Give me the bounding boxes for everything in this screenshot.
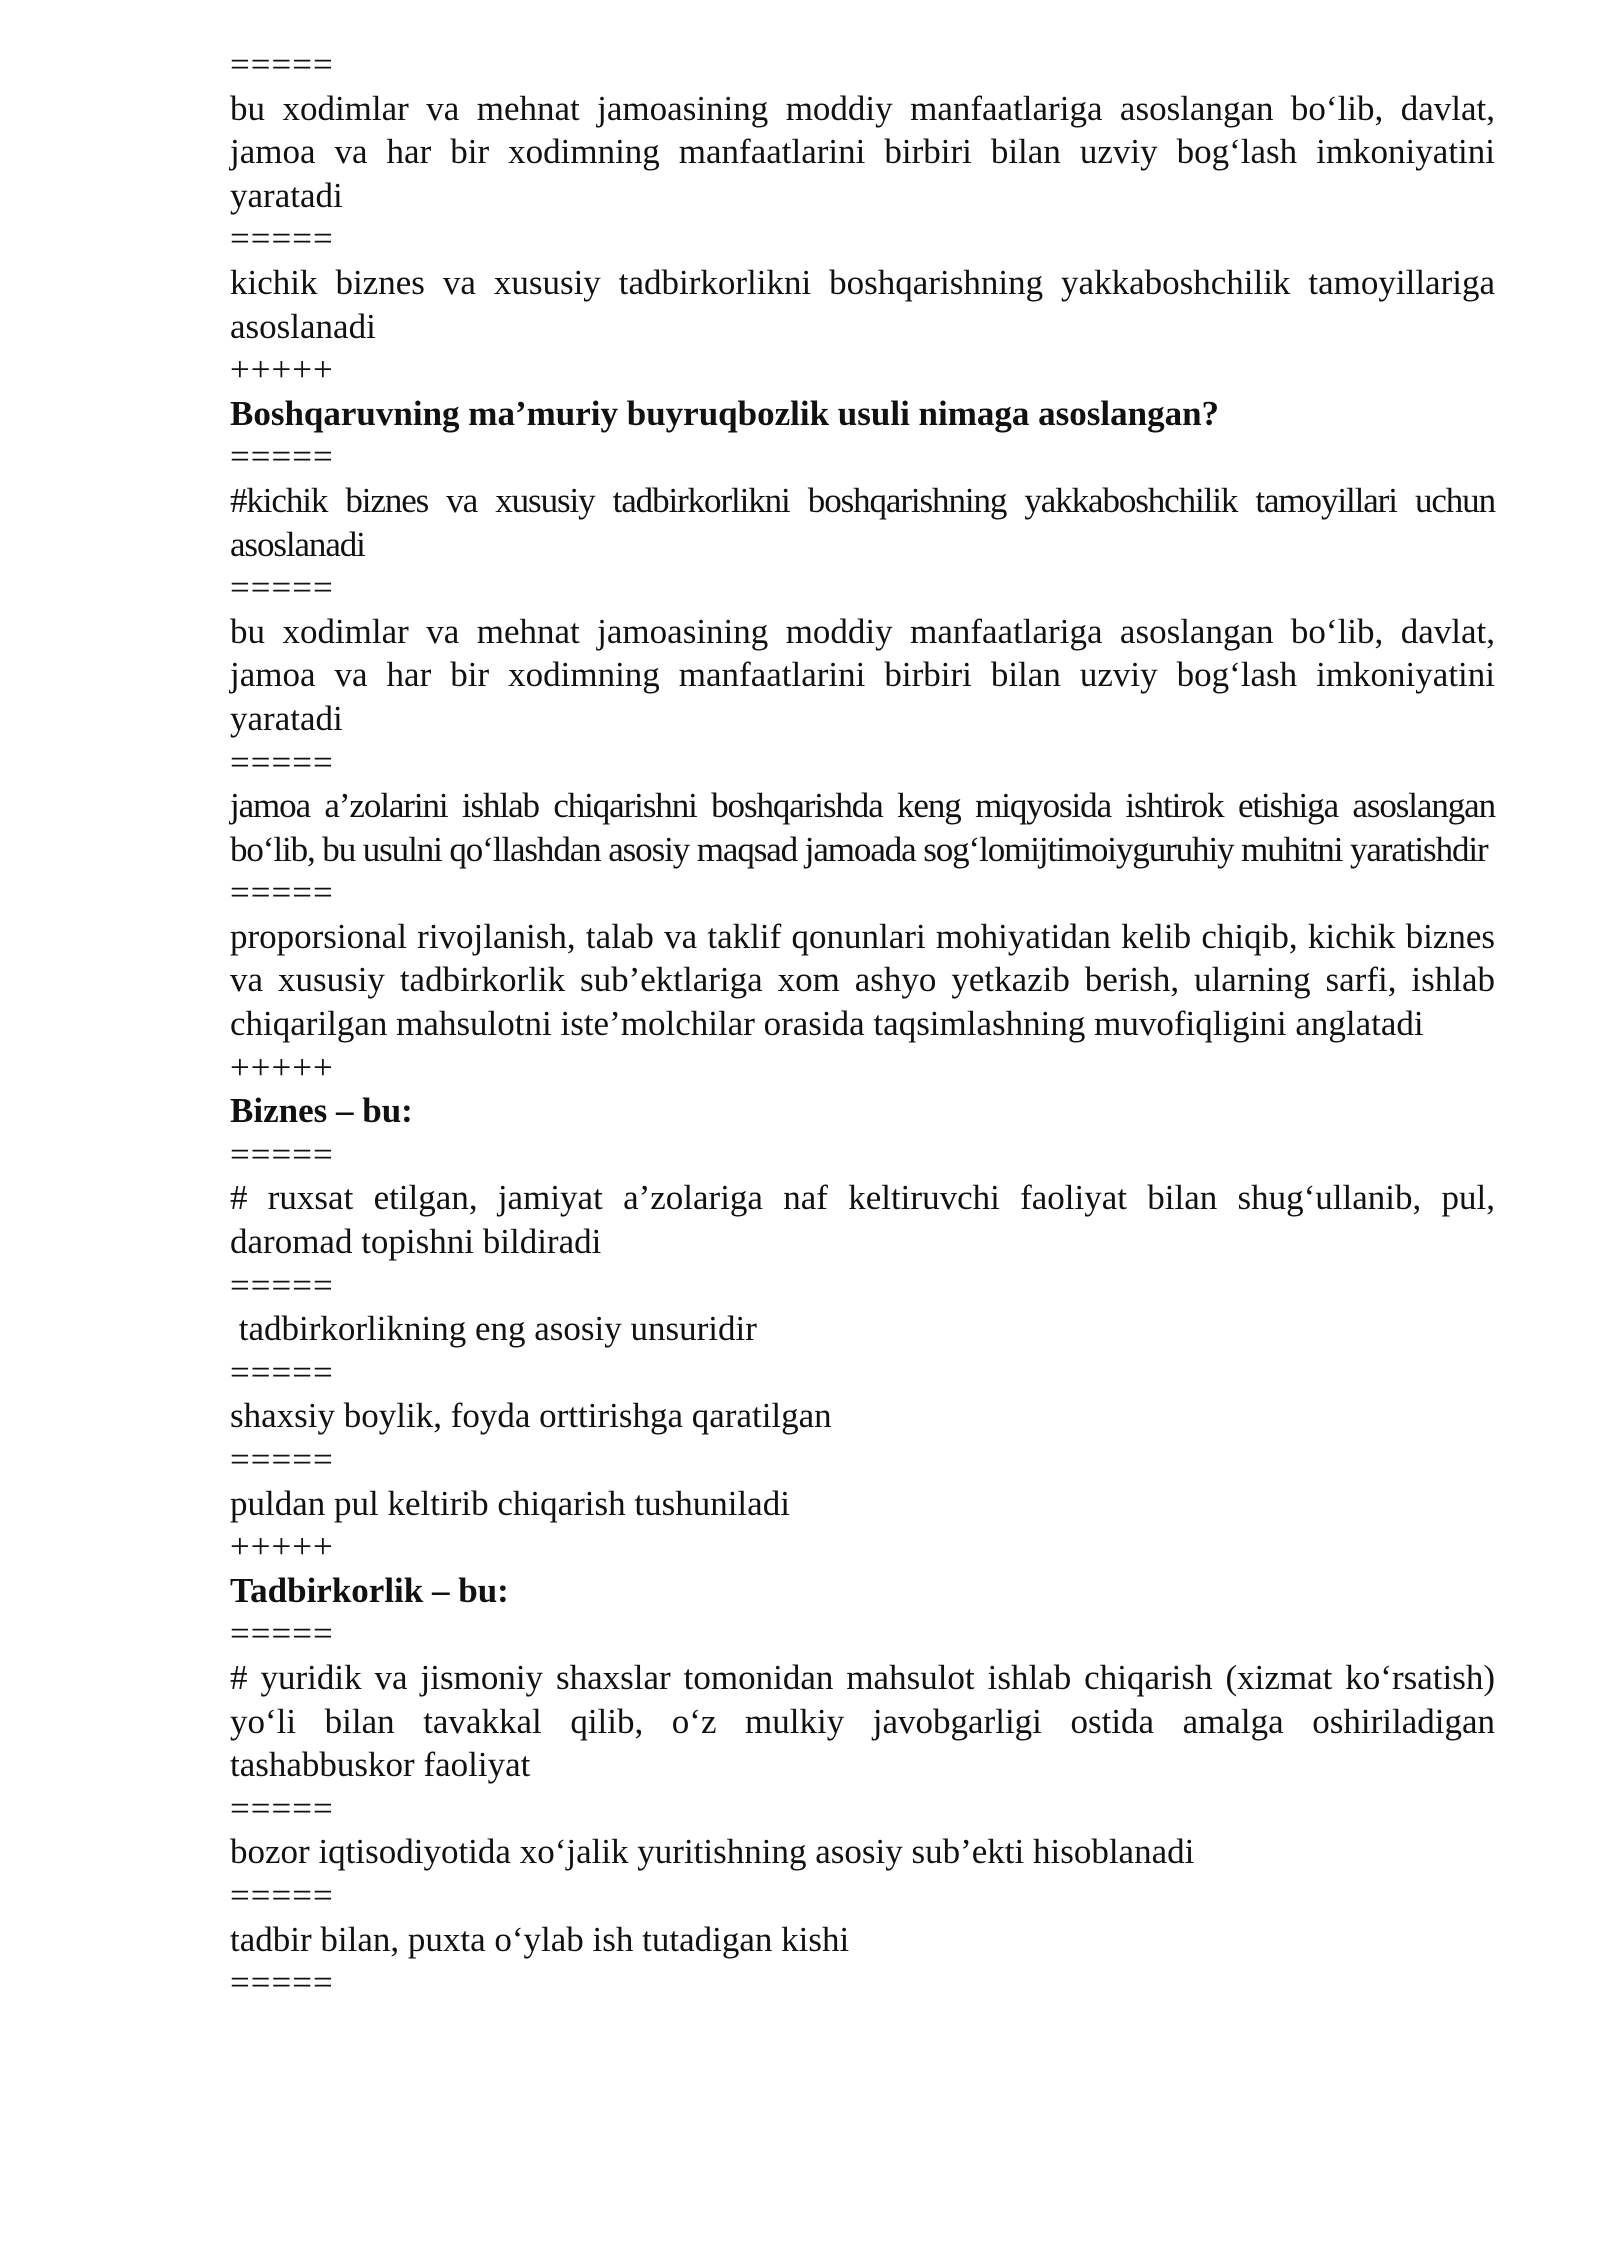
answer-option: tadbirkorlikning eng asosiy unsuridir <box>230 1309 757 1349</box>
document-page <box>230 43 1495 2005</box>
option-separator: ===== <box>230 1788 334 1828</box>
answer-option: jamoa a’zolarini ishlab chiqarishni boshqarishda keng miqyosida ishtirok etishiga asoslangan bo‘lib, bu usulni qo‘llashdan asosiy maqsad jamoada sog‘lomijtimoiyguruhiy muhitni yaratishdir <box>230 786 1495 869</box>
answer-option: bozor iqtisodiyotida xo‘jalik yuritishning asosiy sub’ekti hisoblanadi <box>230 1832 1195 1872</box>
question-separator: +++++ <box>230 350 334 390</box>
answer-option: # ruxsat etilgan, jamiyat a’zolariga naf keltiruvchi faoliyat bilan shug‘ullanib, pul, daromad topishni bildiradi <box>230 1178 1495 1262</box>
option-separator: ===== <box>230 1614 334 1654</box>
answer-option: bu xodimlar va mehnat jamoasining moddiy manfaatlariga asoslangan bo‘lib, davlat, jamoa va har bir xodimning manfaatlarini birbiri bilan uzviy bog‘lash imkoniyatini yaratadi <box>230 611 1495 738</box>
option-separator: ===== <box>230 437 334 477</box>
answer-option: puldan pul keltirib chiqarish tushuniladi <box>230 1483 790 1523</box>
option-separator: ===== <box>230 1875 334 1915</box>
option-separator: ===== <box>230 45 334 84</box>
answer-option: proporsional rivojlanish, talab va taklif qonunlari mohiyatidan kelib chiqib, kichik biznes va xususiy tadbirkorlik sub’ektlariga xom ashyo yetkazib berish, ularning sarfi, ishlab chiqarilgan mahsulotni iste’molchilar orasida taqsimlashning muvofiqligini anglatadi <box>230 916 1495 1044</box>
option-separator: ===== <box>230 219 334 259</box>
question-heading: Biznes – bu: <box>230 1091 413 1131</box>
option-separator: ===== <box>230 568 334 608</box>
answer-option: shaxsiy boylik, foyda orttirishga qaratilgan <box>230 1396 832 1436</box>
answer-option: # yuridik va jismoniy shaxslar tomonidan mahsulot ishlab chiqarish (xizmat ko‘rsatish) yo‘li bilan tavakkal qilib, o‘z mulkiy javobgarligi ostida amalga oshiriladigan tashabbuskor faoliyat <box>230 1657 1495 1785</box>
question-heading: Boshqaruvning ma’muriy buyruqbozlik usuli nimaga asoslangan? <box>230 393 1220 433</box>
option-separator: ===== <box>230 1963 334 2003</box>
option-separator: ===== <box>230 1134 334 1174</box>
answer-option: kichik biznes va xususiy tadbirkorlikni boshqarishning yakkaboshchilik tamoyillariga asoslanadi <box>230 262 1495 346</box>
option-separator: ===== <box>230 1265 334 1305</box>
answer-option: tadbir bilan, puxta o‘ylab ish tutadigan kishi <box>230 1919 850 1959</box>
question-separator: +++++ <box>230 1527 334 1567</box>
answer-option: bu xodimlar va mehnat jamoasining moddiy manfaatlariga asoslangan bo‘lib, davlat, jamoa va har bir xodimning manfaatlarini birbiri bilan uzviy bog‘lash imkoniyatini yaratadi <box>230 88 1495 215</box>
question-separator: +++++ <box>230 1047 334 1087</box>
option-separator: ===== <box>230 742 334 782</box>
option-separator: ===== <box>230 873 334 913</box>
option-separator: ===== <box>230 1440 334 1479</box>
option-separator: ===== <box>230 1352 334 1392</box>
question-heading: Tadbirkorlik – bu: <box>230 1570 509 1610</box>
answer-option: #kichik biznes va xususiy tadbirkorlikni boshqarishning yakkaboshchilik tamoyillari uchun asoslanadi <box>230 480 1495 564</box>
